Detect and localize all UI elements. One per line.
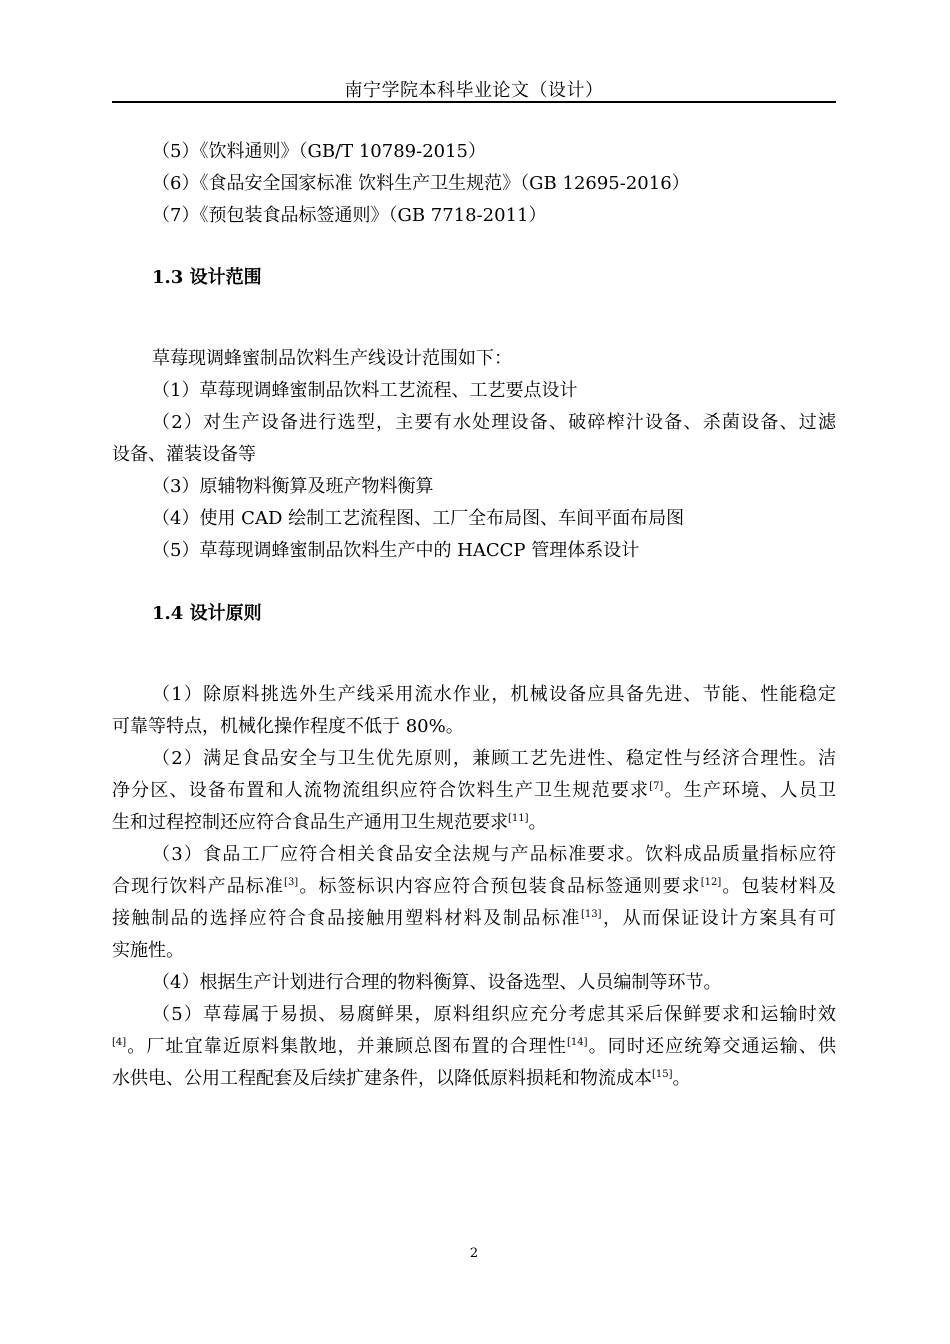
standard-item-6: （6）《食品安全国家标准 饮料生产卫生规范》（GB 12695-2016） <box>152 173 690 194</box>
text-span: 。同时还应统筹交通运输、供 <box>587 1036 837 1057</box>
principle-5-line-2 <box>112 1031 836 1063</box>
text-span: 接触制品的选择应符合食品接触用塑料材料及制品标准 <box>112 908 581 929</box>
text-span: 。 <box>672 1068 691 1089</box>
text-span: 合现行饮料产品标准 <box>112 876 285 897</box>
text-span: 。 <box>528 812 547 833</box>
text-span: 水供电、公用工程配套及后续扩建条件，以降低原料损耗和物流成本 <box>112 1068 652 1089</box>
citation: [13] <box>580 909 602 920</box>
text-span: ，从而保证设计方案具有可 <box>601 908 837 929</box>
text-span: 。包装材料及 <box>721 876 837 897</box>
citation: [15] <box>652 1069 673 1080</box>
principle-1-line-2: 可靠等特点，机械化操作程度不低于 80%。 <box>112 716 464 737</box>
principle-5-line-1: （5）草莓属于易损、易腐鲜果，原料组织应充分考虑其采后保鲜要求和运输时效 <box>152 1004 836 1025</box>
citation: [7] <box>649 781 664 792</box>
page-header-title: 南宁学院本科毕业论文（设计） <box>344 80 604 101</box>
text-span: 净分区、设备布置和人流物流组织应符合饮料生产卫生规范要求 <box>112 780 650 801</box>
scope-item-5: （5）草莓现调蜂蜜制品饮料生产中的 HACCP 管理体系设计 <box>152 540 640 561</box>
citation: [11] <box>508 813 529 824</box>
principle-2-line-2 <box>112 775 836 807</box>
principle-5-line-3 <box>112 1063 836 1095</box>
text-span: 。厂址宜靠近原料集散地，并兼顾总图布置的合理性 <box>126 1036 567 1057</box>
section-heading-1-4: 1.4 设计原则 <box>152 603 262 624</box>
scope-item-1: （1）草莓现调蜂蜜制品饮料工艺流程、工艺要点设计 <box>152 380 578 401</box>
header-rule <box>112 101 836 103</box>
principle-3-line-4: 实施性。 <box>112 940 184 961</box>
citation: [14] <box>566 1037 588 1048</box>
principle-2-line-1: （2）满足食品安全与卫生优先原则，兼顾工艺先进性、稳定性与经济合理性。洁 <box>152 748 836 769</box>
scope-item-4: （4）使用 CAD 绘制工艺流程图、工厂全布局图、车间平面布局图 <box>152 508 685 529</box>
principle-2-line-3 <box>112 807 836 839</box>
scope-item-2-line-2: 设备、灌装设备等 <box>112 444 256 465</box>
principle-4: （4）根据生产计划进行合理的物料衡算、设备选型、人员编制等环节。 <box>152 972 722 993</box>
citation: [3] <box>284 877 299 888</box>
scope-item-3: （3）原辅物料衡算及班产物料衡算 <box>152 476 434 497</box>
page-number: 2 <box>469 1246 479 1261</box>
text-span: 。生产环境、人员卫 <box>663 780 837 801</box>
principle-3-line-3 <box>112 903 836 935</box>
scope-intro: 草莓现调蜂蜜制品饮料生产线设计范围如下： <box>152 348 512 369</box>
citation: [4] <box>112 1037 127 1048</box>
section-heading-1-3: 1.3 设计范围 <box>152 267 262 288</box>
scope-item-2-line-1: （2）对生产设备进行选型，主要有水处理设备、破碎榨汁设备、杀菌设备、过滤 <box>152 412 836 433</box>
standard-item-5: （5）《饮料通则》（GB/T 10789-2015） <box>152 141 487 162</box>
standard-item-7: （7）《预包装食品标签通则》（GB 7718-2011） <box>152 205 547 226</box>
citation: [12] <box>700 877 722 888</box>
text-span: 。标签标识内容应符合预包装食品标签通则要求 <box>298 876 701 897</box>
principle-3-line-2 <box>112 871 836 903</box>
principle-1-line-1: （1）除原料挑选外生产线采用流水作业，机械设备应具备先进、节能、性能稳定 <box>152 684 836 705</box>
text-span: 生和过程控制还应符合食品生产通用卫生规范要求 <box>112 812 508 833</box>
principle-3-line-1: （3）食品工厂应符合相关食品安全法规与产品标准要求。饮料成品质量指标应符 <box>152 844 836 865</box>
